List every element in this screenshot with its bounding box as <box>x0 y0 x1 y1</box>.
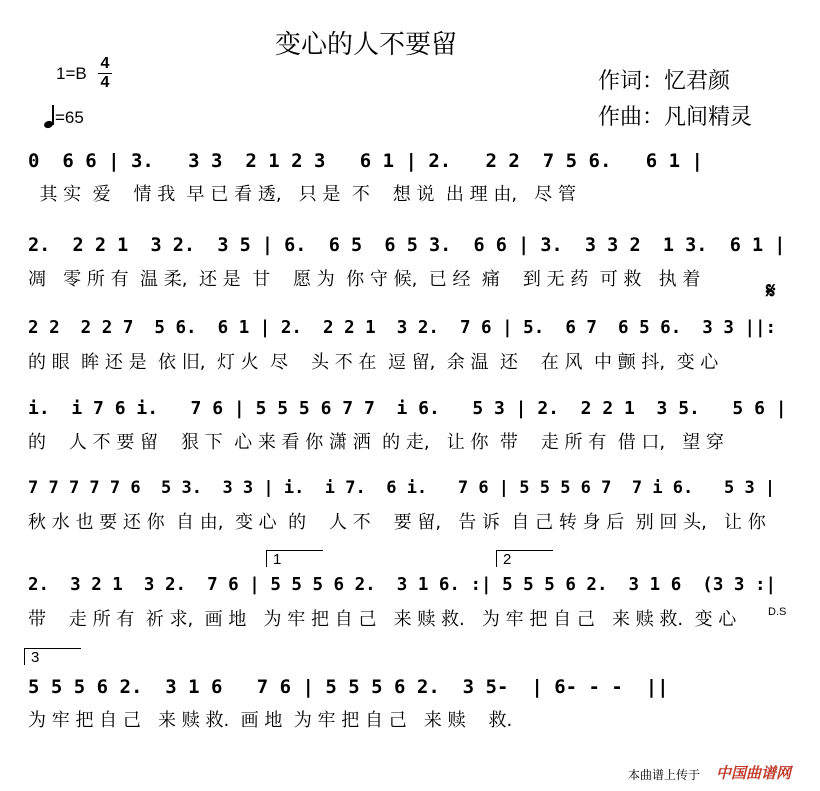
lyrics-line: 的 眼 眸 还 是 依 旧, 灯 火 尽 头 不 在 逗 留, 余 温 还 在 风 中 颤 抖, 变 心 <box>28 352 719 373</box>
tempo-marking <box>44 104 84 128</box>
score-line-3 <box>0 318 820 398</box>
lyrics-line: 带 走 所 有 祈 求, 画 地 为 牢 把 自 己 来 赎 救. 为 牢 把 自 己 来 赎 救. 变 心 <box>28 609 737 630</box>
score-line-4 <box>0 398 820 478</box>
volta-number: 3 <box>31 649 40 666</box>
key-signature: 1=B <box>56 64 87 83</box>
score-line-7 <box>0 676 820 756</box>
lyrics-line: 其 实 爱 情 我 早 已 看 透, 只 是 不 想 说 出 理 由, 尽 管 <box>28 184 576 205</box>
volta-bracket-3 <box>24 648 81 665</box>
lyrics-line: 凋 零 所 有 温 柔, 还 是 甘 愿 为 你 守 候, 已 经 痛 到 无 药 可 救 执 着 <box>28 269 701 290</box>
score-line-2 <box>0 235 820 315</box>
tempo-value: =65 <box>55 108 84 127</box>
score-line-1 <box>0 150 820 230</box>
lyricist-credit: 作词：忆君颜 <box>598 69 731 94</box>
time-signature <box>98 56 112 91</box>
score-line-5 <box>0 478 820 558</box>
notation-line: 5 5 5 6 2. 3 1 6 7 6 | 5 5 5 6 2. 3 5- | 6- - - || <box>28 676 669 698</box>
quarter-note-icon <box>44 104 54 128</box>
notation-line: 2 2 2 2 7 5 6. 6 1 | 2. 2 2 1 3 2. 7 6 | 5. 6 7 6 5 6. 3 3 ||: <box>28 318 777 338</box>
volta-number: 1 <box>273 551 282 568</box>
upload-note: 本曲谱上传于 <box>628 768 701 782</box>
ds-marking: D.S <box>768 606 787 618</box>
volta-bracket-2 <box>496 550 553 567</box>
page-title: 变心的人不要留 <box>275 30 458 60</box>
volta-number: 2 <box>503 551 512 568</box>
composer-credit: 作曲：凡间精灵 <box>598 105 753 130</box>
notation-line: 7 7 7 7 7 6 5 3. 3 3 | i. i 7. 6 i. 7 6 | 5 5 5 6 7 7 i 6. 5 3 | <box>28 478 776 498</box>
site-logo[interactable]: 中国曲谱网 <box>716 765 792 782</box>
volta-bracket-1 <box>266 550 323 567</box>
notation-line: 2. 2 2 1 3 2. 3 5 | 6. 6 5 6 5 3. 6 6 | 3. 3 3 2 1 3. 6 1 | <box>28 235 786 256</box>
meter-top: 4 <box>100 55 110 72</box>
segno-icon: 𝄋 <box>766 278 776 303</box>
lyrics-line: 的 人 不 要 留 狠 下 心 来 看 你 潇 洒 的 走, 让 你 带 走 所 有 借 口, 望 穿 <box>28 432 725 453</box>
notation-line: 0 6 6 | 3. 3 3 2 1 2 3 6 1 | 2. 2 2 7 5 6. 6 1 | <box>28 150 703 172</box>
notation-line: i. i 7 6 i. 7 6 | 5 5 5 6 7 7 i 6. 5 3 | 2. 2 2 1 3 5. 5 6 | <box>28 398 787 419</box>
notation-line: 2. 3 2 1 3 2. 7 6 | 5 5 5 6 2. 3 1 6. :| 5 5 5 6 2. 3 1 6 (3 3 :| <box>28 575 777 595</box>
score-line-6 <box>0 575 820 655</box>
lyrics-line: 为 牢 把 自 己 来 赎 救. 画 地 为 牢 把 自 己 来 赎 救. <box>28 710 513 731</box>
meter-bottom: 4 <box>100 74 110 91</box>
lyrics-line: 秋 水 也 要 还 你 自 由, 变 心 的 人 不 要 留, 告 诉 自 己 转 身 后 别 回 头, 让 你 <box>28 512 766 533</box>
